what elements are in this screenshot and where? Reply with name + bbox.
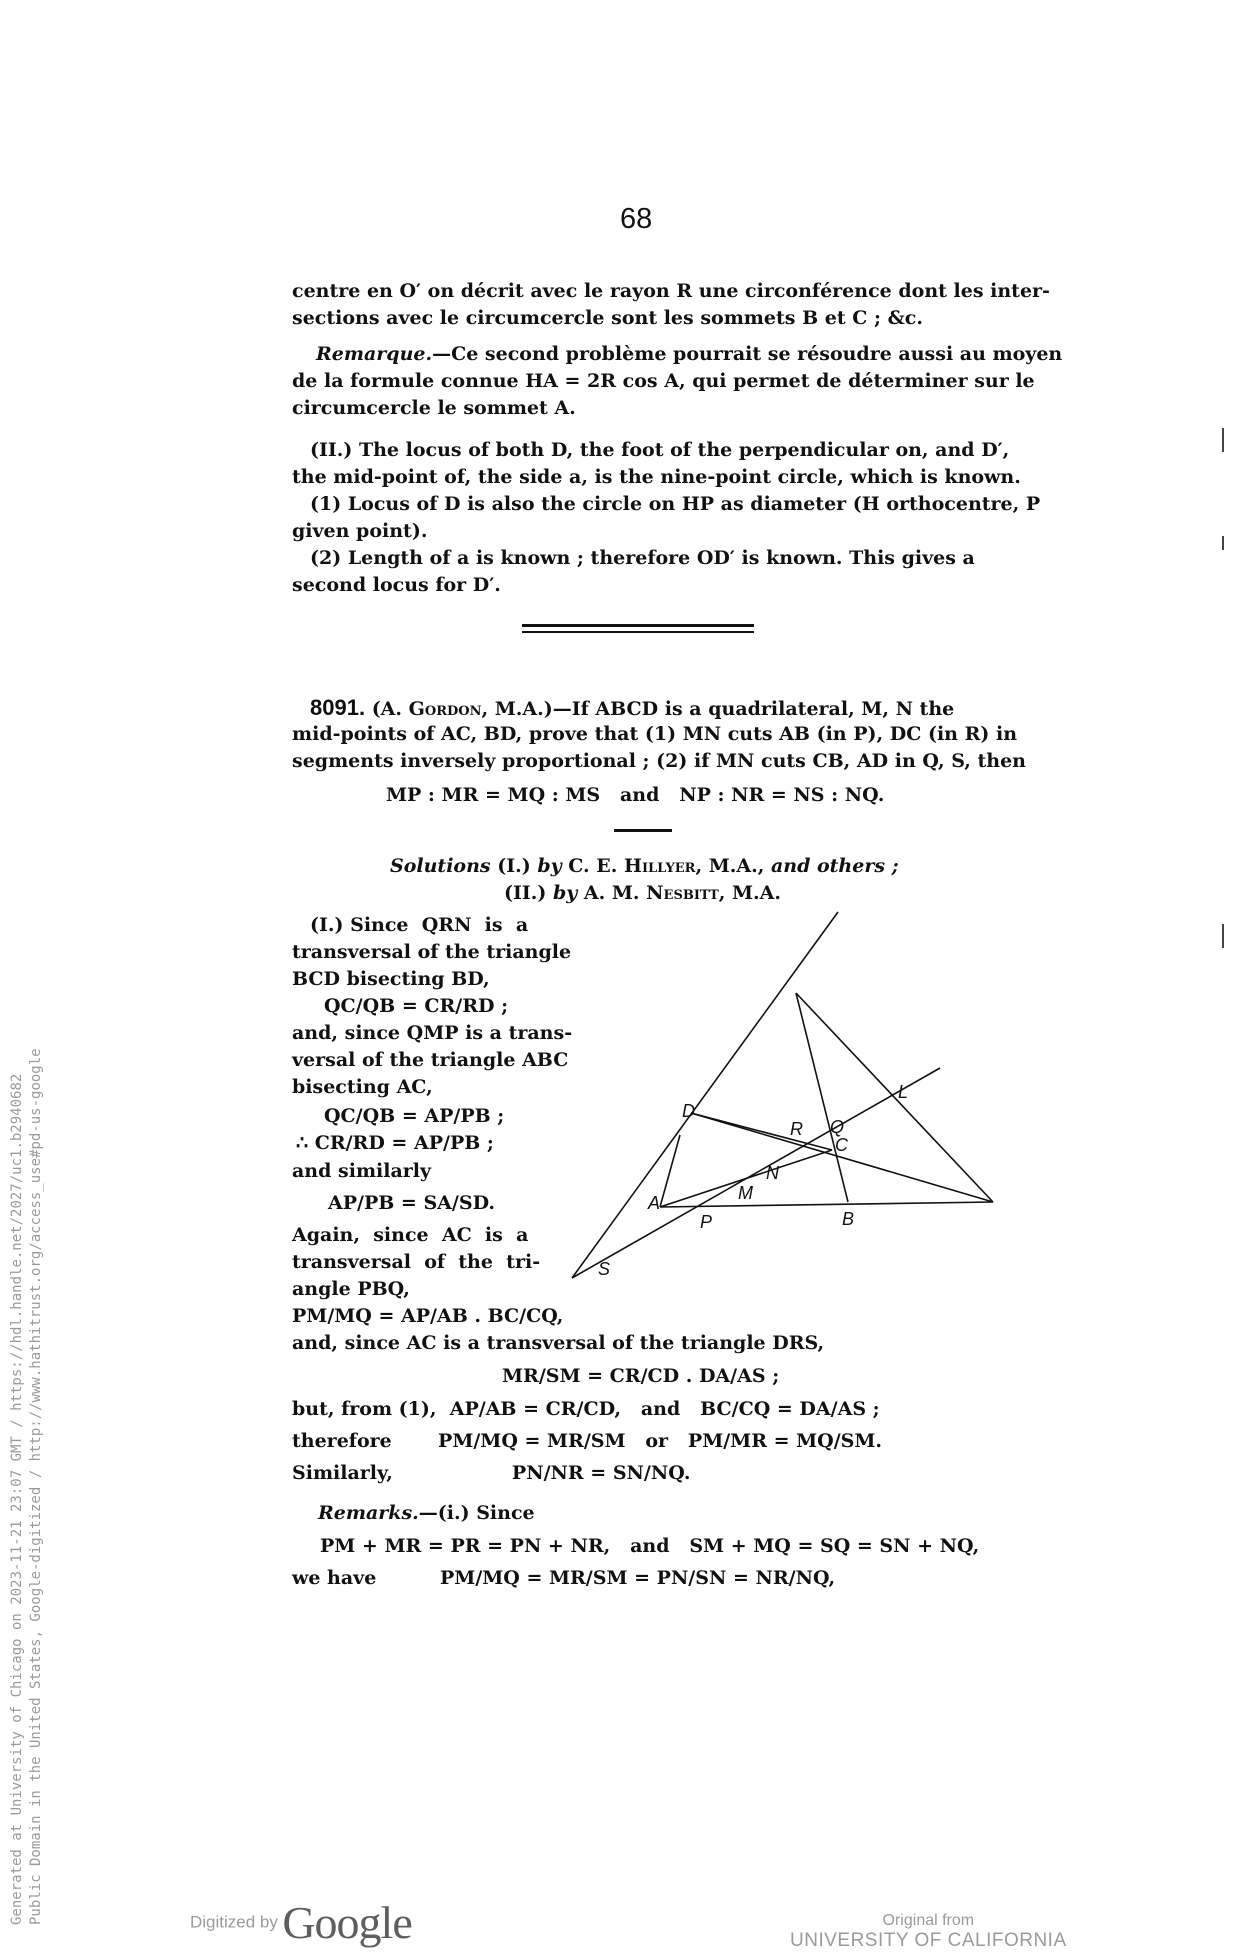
label-r: R bbox=[790, 1119, 803, 1139]
solutions-part-2: (II.) bbox=[504, 882, 553, 904]
left-line-12: Again, since AC is a bbox=[292, 1224, 529, 1246]
solutions-by-2: by bbox=[552, 882, 578, 904]
label-p: P bbox=[700, 1212, 713, 1232]
scan-edge-mark-1 bbox=[1222, 428, 1224, 452]
label-l: L bbox=[898, 1082, 909, 1102]
label-n: N bbox=[766, 1163, 779, 1183]
original-from bbox=[790, 1912, 1067, 1952]
double-rule-bottom bbox=[522, 631, 754, 633]
part2-line-3: (1) Locus of D is also the circle on HP as diameter (H orthocentre, P bbox=[310, 493, 1041, 515]
left-line-9: ∴ CR/RD = AP/PB ; bbox=[296, 1132, 494, 1154]
part2-line-2: the mid-point of, the side a, is the nine-point circle, which is known. bbox=[292, 466, 1021, 488]
remarks-intro: —(i.) Since bbox=[418, 1502, 535, 1524]
label-q: Q bbox=[830, 1117, 845, 1137]
google-logo: Google bbox=[282, 1897, 412, 1948]
remarks-line-3a: we have bbox=[292, 1567, 377, 1589]
scan-edge-mark-3 bbox=[1222, 924, 1224, 948]
solutions-others: and others ; bbox=[770, 855, 899, 877]
solutions-initials-1: C. E. bbox=[561, 855, 624, 877]
geometry-figure bbox=[560, 905, 1000, 1295]
solutions-word: Solutions bbox=[390, 855, 491, 877]
university-label: UNIVERSITY OF CALIFORNIA bbox=[790, 1930, 1067, 1951]
problem-author-open: (A. bbox=[371, 698, 409, 720]
intro-line-2: sections avec le circumcercle sont les sommets B et C ; &c. bbox=[292, 307, 923, 329]
remarque-text-1: —Ce second problème pourrait se résoudre aussi au moyen bbox=[432, 343, 1063, 365]
left-line-15: PM/MQ = AP/AB . BC/CQ, bbox=[292, 1305, 564, 1327]
full-line-1: and, since AC is a transversal of the triangle DRS, bbox=[292, 1332, 825, 1354]
problem-equation: MP : MR = MQ : MS and NP : NR = NS : NQ. bbox=[386, 784, 885, 806]
margin-note-line-2: Public Domain in the United States, Google-digitized / http://www.hathitrust.org/access_use#pd-us-google bbox=[28, 1048, 44, 1925]
original-from-label: Original from bbox=[882, 1912, 975, 1929]
problem-line-1 bbox=[310, 694, 954, 723]
solutions-by-1: by bbox=[537, 855, 562, 877]
part2-line-4: given point). bbox=[292, 520, 428, 542]
solutions-initials-2: A. M. bbox=[577, 882, 647, 904]
left-line-13: transversal of the tri- bbox=[292, 1251, 541, 1273]
part2-line-5: (2) Length of a is known ; therefore OD′ is known. This gives a bbox=[310, 547, 975, 569]
remarque-line-1 bbox=[316, 341, 1062, 368]
remarks-label: Remarks. bbox=[318, 1502, 419, 1524]
left-line-2: transversal of the triangle bbox=[292, 941, 572, 963]
remarque-line-3: circumcercle le sommet A. bbox=[292, 397, 576, 419]
solutions-author-2: Nesbitt bbox=[646, 882, 719, 904]
left-line-14: angle PBQ, bbox=[292, 1278, 410, 1300]
left-line-5: and, since QMP is a trans- bbox=[292, 1022, 573, 1044]
solutions-degree-1: , M.A., bbox=[695, 855, 771, 877]
remarks-line-2: PM + MR = PR = PN + NR, and SM + MQ = SQ = SN + NQ, bbox=[320, 1535, 980, 1557]
left-line-1: (I.) Since QRN is a bbox=[310, 914, 529, 936]
solutions-part-1: (I.) bbox=[490, 855, 538, 877]
digitized-by-google bbox=[190, 1896, 412, 1949]
problem-number: 8091. bbox=[310, 695, 366, 720]
full-line-4: therefore PM/MQ = MR/SM or PM/MR = MQ/SM. bbox=[292, 1430, 883, 1452]
short-rule bbox=[614, 829, 672, 832]
line-d-to-c bbox=[691, 1113, 832, 1150]
left-line-8: QC/QB = AP/PB ; bbox=[324, 1105, 505, 1127]
intro-line-1: centre en O′ on décrit avec le rayon R une circonférence dont les inter- bbox=[292, 280, 1050, 302]
page-number: 68 bbox=[620, 203, 653, 235]
label-b: B bbox=[842, 1209, 855, 1229]
solutions-degree-2: , M.A. bbox=[718, 882, 782, 904]
remarque-line-2: de la formule connue HA = 2R cos A, qui permet de déterminer sur le bbox=[292, 370, 1035, 392]
left-line-3: BCD bisecting BD, bbox=[292, 968, 490, 990]
remarks-line-3b: PM/MQ = MR/SM = PN/SN = NR/NQ, bbox=[440, 1567, 836, 1589]
left-line-4: QC/QB = CR/RD ; bbox=[324, 995, 509, 1017]
label-s: S bbox=[598, 1259, 611, 1279]
label-d: D bbox=[682, 1101, 695, 1121]
digitized-by-label: Digitized by bbox=[190, 1912, 278, 1932]
line-a-stub bbox=[660, 1135, 680, 1207]
margin-note-line-1: Generated at University of Chicago on 2023-11-21 23:07 GMT / https://hdl.handle.net/2027/uc1.b2940682 bbox=[9, 1073, 25, 1925]
remarks-line-1 bbox=[318, 1500, 535, 1527]
line-db-inner bbox=[796, 993, 848, 1202]
solutions-line-1 bbox=[390, 853, 899, 880]
label-a: A bbox=[648, 1193, 661, 1213]
scan-edge-mark-2 bbox=[1222, 536, 1224, 550]
solutions-author-1: Hillyer bbox=[624, 855, 696, 877]
label-c: C bbox=[835, 1135, 848, 1155]
part2-line-1: (II.) The locus of both D, the foot of the perpendicular on, and D′, bbox=[310, 439, 1010, 461]
solutions-line-2 bbox=[504, 880, 781, 907]
problem-line-3: segments inversely proportional ; (2) if MN cuts CB, AD in Q, S, then bbox=[292, 750, 1026, 772]
double-rule-top bbox=[522, 624, 754, 627]
remarque-label: Remarque. bbox=[316, 343, 433, 365]
line-sl-transversal bbox=[572, 1068, 940, 1278]
left-line-11: AP/PB = SA/SD. bbox=[328, 1192, 496, 1214]
left-line-7: bisecting AC, bbox=[292, 1076, 433, 1098]
hathitrust-margin-note bbox=[8, 1048, 46, 1925]
problem-text-1: , M.A.)—If ABCD is a quadrilateral, M, N the bbox=[481, 698, 955, 720]
line-ab bbox=[660, 1202, 993, 1207]
line-db-side bbox=[796, 993, 993, 1202]
full-line-2: MR/SM = CR/CD . DA/AS ; bbox=[502, 1365, 780, 1387]
left-line-6: versal of the triangle ABC bbox=[292, 1049, 569, 1071]
left-line-10: and similarly bbox=[292, 1160, 432, 1182]
problem-line-2: mid-points of AC, BD, prove that (1) MN cuts AB (in P), DC (in R) in bbox=[292, 723, 1018, 745]
problem-author-name: Gordon bbox=[408, 698, 482, 720]
part2-line-6: second locus for D′. bbox=[292, 574, 501, 596]
label-m: M bbox=[738, 1183, 753, 1203]
full-line-5: Similarly, PN/NR = SN/NQ. bbox=[292, 1462, 691, 1484]
full-line-3: but, from (1), AP/AB = CR/CD, and BC/CQ = DA/AS ; bbox=[292, 1398, 880, 1420]
